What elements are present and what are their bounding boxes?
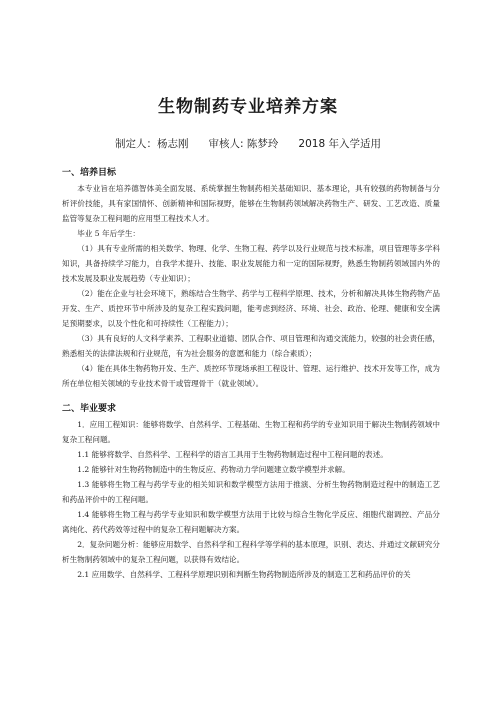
- paragraph: 1．应用工程知识：能够将数学、自然科学、工程基础、生物工程和药学的专业知识用于解决生物制药领域中复杂工程问题。: [62, 420, 440, 444]
- document-title: 生物制药专业培养方案: [158, 97, 338, 117]
- paragraph: （1）具有专业所需的相关数学、物理、化学、生物工程、药学以及行业规范与技术标准，项目管理等多学科知识，具备持续学习能力，自我学术提升、技能、职业发展能力和一定的国际视野，熟悉生物制药领域国内外的技术发展及职业发展趋势（专业知识）；: [62, 244, 440, 283]
- document-meta: 制定人：杨志刚 审核人: 陈梦玲 2018 年入学适用: [115, 138, 381, 150]
- paragraph: 2.1 应用数学、自然科学、工程科学原理识别和判断生物药物制造所涉及的制造工艺和药品评价的关: [77, 570, 411, 579]
- paragraph: 毕业 5 年后学生：: [77, 229, 141, 238]
- document-body: [62, 166, 440, 582]
- paragraph: 1.2 能够针对生物药物制造中的生物反应、药物动力学问题建立数学模型并求解。: [77, 465, 350, 474]
- section-heading-requirements: 二、毕业要求: [62, 404, 117, 414]
- paragraph: （4）能在具体生物药物开发、生产、质控环节现场承担工程设计、管理、运行维护、技术开发等工作，成为所在单位相关领域的专业技术骨干或管理骨干（就业领域）。: [62, 364, 440, 388]
- paragraph: 1.3 能够将生物工程与药学专业的相关知识和数学模型方法用于推演、分析生物药物制造过程中的制造工艺和药品评价中的工程问题。: [62, 480, 440, 504]
- paragraph: 1.4 能够将生物工程与药学专业知识和数学模型方法用于比较与综合生物化学反应、细胞代谢调控、产品分离纯化、药代药效等过程中的复杂工程问题解决方案。: [62, 510, 440, 534]
- paragraph: （2）能在企业与社会环境下，熟练结合生物学、药学与工程科学原理、技术，分析和解决具体生物药物产品开发、生产、质控环节中所涉及的复杂工程实践问题，能考虑到经济、环境、社会、政治、伦理、健康和安全满足预期要求，以及个性化和可持续性（工程能力）；: [62, 289, 440, 328]
- paragraph: 本专业旨在培养德智体美全面发展、系统掌握生物制药相关基础知识、基本理论，具有较强的药物制备与分析评价技能，具有家国情怀、创新精神和国际视野，能够在生物制药领域解决药物生产、研发、工艺改造、质量监管等复杂工程问题的应用型工程技术人才。: [62, 184, 440, 223]
- section-heading-objectives: 一、培养目标: [62, 168, 117, 178]
- paragraph: （3）具有良好的人文科学素养、工程职业道德、团队合作、项目管理和沟通交流能力，较强的社会责任感，熟悉相关的法律法规和行业规范，有为社会服务的意愿和能力（综合素质）；: [62, 334, 440, 358]
- paragraph: 2．复杂问题分析：能够应用数学、自然科学和工程科学等学科的基本原理，识别、表达、并通过文献研究分析生物制药领域中的复杂工程问题，以获得有效结论。: [62, 540, 440, 564]
- paragraph: 1.1 能够将数学、自然科学、工程科学的语言工具用于生物药物制造过程中工程问题的表述。: [77, 450, 388, 459]
